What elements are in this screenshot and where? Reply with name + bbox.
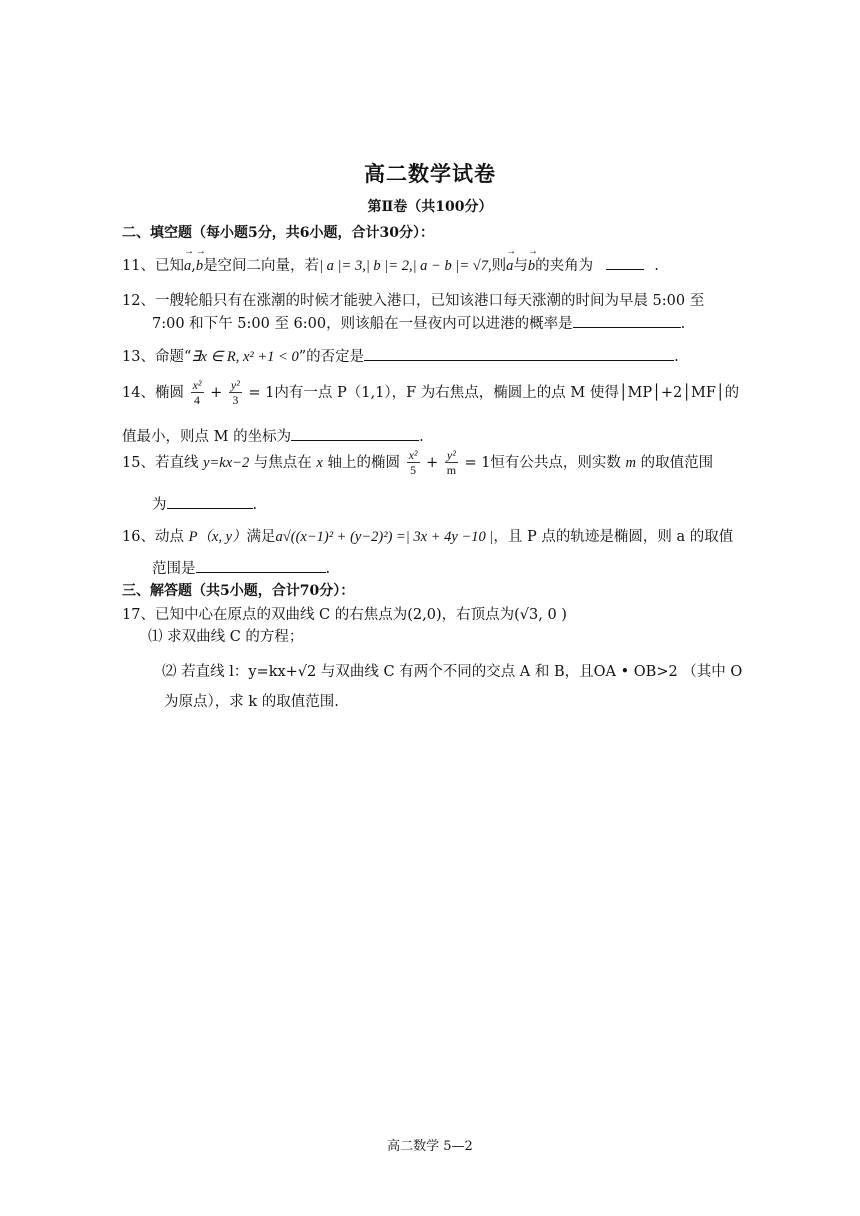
question-15-line-2 [152,493,257,514]
q11-then: 则 [491,258,507,274]
q13-formula: ∃x ∈ R, x² +1 < 0 [191,349,299,365]
q16-prefix: 16、动点 [122,529,189,545]
q11-prefix: 11、已知 [122,258,184,274]
q14-eq: = 1 [248,385,275,401]
q14-rest: 内有一点 P（1,1），F 为右焦点，椭圆上的点 M 使得│MP│+2│MF│的 [274,385,740,401]
q11-answer-blank[interactable] [606,255,644,270]
q15-frac2-num: y² [446,448,456,462]
q11-vec-b2: → b [528,258,535,275]
question-11 [122,254,659,275]
question-15-line-1 [122,448,713,478]
q14-fraction-x [191,378,204,408]
q15-x: x [316,455,323,471]
q15-fraction-y [445,448,458,478]
question-13 [122,345,679,366]
q14-prefix: 14、椭圆 [122,385,184,401]
question-17-line-1: 17、已知中心在原点的双曲线 C 的右焦点为(2,0)，右顶点为(√3, 0 ) [122,607,567,623]
q13-answer-blank[interactable] [364,346,674,361]
q15-mid: 与焦点在 [249,455,317,471]
q13-suffix: ”的否定是 [298,349,365,365]
q11-mid: 是空间二向量，若 [203,258,320,274]
q16-rest: ，且 P 点的轨迹是椭圆，则 a 的取值 [493,529,734,545]
q15-eq: = 1 [464,455,491,471]
q16-line2-text: 范围是 [152,561,196,577]
q11-condition: | a |= 3,| b |= 2,| a − b |= √7, [319,258,492,274]
q11-vec-b: → b [196,258,203,275]
q14-frac1-den: 4 [194,393,201,407]
q14-frac2-num: y² [230,378,240,392]
q15-frac1-num: x² [408,448,418,462]
q16-mid: 满足 [246,529,276,545]
q16-end: . [325,561,331,577]
q13-end: . [674,349,679,365]
q15-frac1-den: 5 [410,463,417,477]
q15-frac2-den: m [446,463,457,477]
question-17-part-1: ⑴ 求双曲线 C 的方程； [148,629,304,645]
q15-line2-text: 为 [152,497,167,513]
q11-end: . [654,258,659,274]
page-subtitle: 第Ⅱ卷（共100分） [367,199,493,215]
q15-answer-blank[interactable] [167,494,253,509]
q12-line2-text: 7:00 和下午 5:00 至 6:00，则该船在一昼夜内可以进港的概率是 [152,316,573,332]
q11-comma: , [191,258,196,274]
q12-answer-blank[interactable] [573,313,681,328]
q11-tail: 的夹角为 [535,258,594,274]
question-17-part-2-line-1: ⑵ 若直线 l：y=kx+√2 与双曲线 C 有两个不同的交点 A 和 B，且OA • OB>2 （其中 O [162,664,743,680]
q14-frac2-den: 3 [232,393,239,407]
q16-formula: a√((x−1)² + (y−2)²) =| 3x + 4y −10 | [275,529,494,545]
q15-prefix: 15、若直线 [122,455,204,471]
section-2-heading: 二、填空题（每小题5分，共6小题，合计30分）： [122,225,434,241]
q15-mid2: 轴上的椭圆 [322,455,400,471]
q11-vec-a2: → a [506,258,513,275]
q15-rest: 恒有公共点，则实数 [490,455,626,471]
q16-answer-blank[interactable] [196,558,326,573]
question-17-part-2-line-2: 为原点），求 k 的取值范围. [164,694,339,710]
q15-m: m [625,455,637,471]
page-footer: 高二数学 5—2 [387,1139,473,1154]
q11-vec-a: → a [184,258,191,275]
section-3-heading: 三、解答题（共5小题，合计70分）： [122,583,355,599]
question-12-line-2 [152,312,685,333]
q15-fraction-x [407,448,420,478]
page-title: 高二数学试卷 [364,162,496,186]
q12-end: . [680,316,686,332]
q13-prefix: 13、命题“ [122,349,192,365]
q14-answer-blank[interactable] [291,426,419,441]
q15-line-equation: y=kx−2 [203,455,250,471]
q14-fraction-y [229,378,242,408]
q14-line2-text: 值最小，则点 M 的坐标为 [122,429,292,445]
question-16-line-2 [152,557,330,578]
q14-end: . [419,429,424,445]
question-12-line-1: 12、一艘轮船只有在涨潮的时候才能驶入港口，已知该港口每天涨潮的时间为早晨 5:00 至 [122,293,705,309]
question-16-line-1 [122,525,733,546]
q15-end: . [252,497,258,513]
q16-point: P（x, y） [188,529,247,545]
q14-frac1-num: x² [192,378,202,392]
question-14-line-2 [122,425,424,446]
q15-rest2: 的取值范围 [636,455,714,471]
question-14-line-1 [122,378,739,408]
q11-and: 与 [513,258,528,274]
q15-plus: + [426,455,439,471]
q14-plus: + [210,385,223,401]
